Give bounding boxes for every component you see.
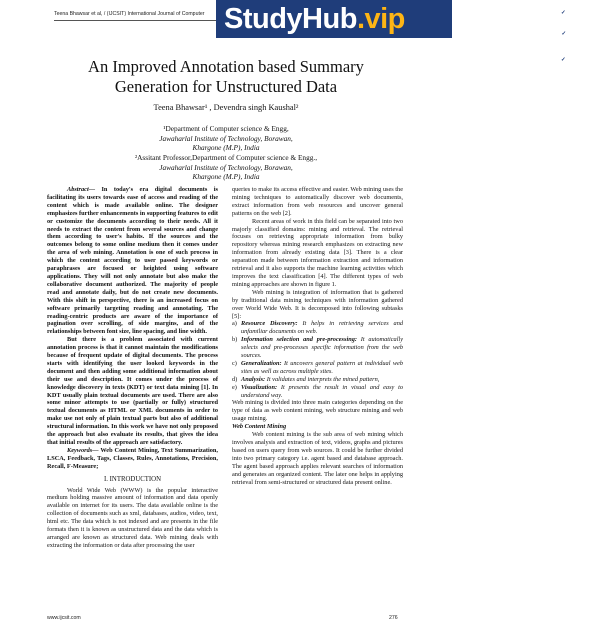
header-rule — [54, 20, 216, 21]
list-term: Analysis: — [241, 375, 266, 383]
title-line: An Improved Annotation based Summary — [88, 57, 364, 76]
list-item — [232, 336, 403, 360]
keywords — [47, 447, 218, 471]
running-header: Teena Bhawsar et al, / (IJCSIT) International Journal of Computer — [54, 11, 205, 17]
list-label: c) — [232, 359, 237, 367]
list-term: Resource Discovery: — [241, 320, 298, 328]
list-item — [232, 376, 403, 384]
list-desc: It validates and interprets the mined pattern, — [266, 375, 380, 383]
affiliation-2 — [0, 153, 452, 182]
subsection-heading: Web Content Mining — [232, 423, 287, 431]
abstract-paragraph: But there is a problem associated with current annotation process is that it cannot maintain the modifications because of frequent update of digital documents. The process starts with identifying the user looked keywords in the document and then adding some additional information about their use and description. It comes under the process of knowledge discovery in texts (KDT) or text data mining [1]. In KDT usually plain textual documents are used. There are also some minor attempts to use (partially or fully) structured textual documents as HTML or XML documents in order to make use not only of plain textual parts but also of additional structural information. In this work we have not only proposed the approach but also evaluate its results, that gives the idea that initial results of the approach are satisfactory. — [47, 336, 218, 446]
affiliation-institute: Jawaharlal Institute of Technology, Borawan, — [159, 162, 293, 172]
studyhub-banner[interactable] — [216, 0, 606, 74]
list-desc: It helps in retrieving services and unfamiliar documents on web. — [241, 320, 404, 336]
footer-url[interactable]: www.ijcsit.com — [47, 615, 81, 621]
brand-ext: .vip — [356, 3, 405, 35]
keywords-text: Web Content Mining, Text Summarization, LSCA, Feedback, Tags, Classes, Rules, Annotations, Precision, Recall, F-Measure; — [47, 446, 218, 470]
affiliation-institute: Jawaharlal Institute of Technology, Borawan, — [159, 133, 293, 143]
affiliation-location: Khargone (M.P), India — [192, 143, 260, 153]
left-column — [47, 186, 218, 550]
abstract-paragraph — [47, 186, 218, 336]
page-number: 276 — [389, 615, 398, 621]
list-item — [232, 360, 403, 376]
list-desc: It automatically selects and pre-processes specific information from the web sources. — [241, 336, 403, 360]
section-heading: I. INTRODUCTION — [103, 475, 161, 483]
list-label: d) — [232, 375, 238, 383]
right-column — [232, 186, 403, 486]
list-label: b) — [232, 336, 238, 344]
feature-item — [561, 45, 608, 77]
list-label: e) — [232, 383, 237, 391]
list-desc: It uncovers general pattern at individual web sites as well as across multiple sites. — [241, 359, 403, 375]
intro-paragraph: World Wide Web (WWW) is the popular interactive medium holding massive amount of information and data openly available on internet for its users. The data available online is the collection of documents such as xml, databases, audios, video, text, html etc. The data which is not indexed and are presents in the file formats then it is known as unstructured data and the data which is arranged are known as structured data. Web mining deals with extracting the information or data after processing the user — [47, 486, 218, 549]
feature-label: Experienced writers — [568, 4, 606, 22]
body-paragraph: queries to make its access effective and easier. Web mining uses the mining techniques to automatically discover web documents, extract information from web resources and uncover general patterns on the web [2]. — [232, 186, 403, 217]
feature-list — [561, 3, 608, 77]
body-paragraph: Web mining is integration of information that is gathered by traditional data mining techniques with information gathered over World Wide Web. It is decomposed into following subtasks [5]: — [232, 288, 403, 320]
check-icon: ✓ — [561, 31, 567, 37]
check-icon: ✓ — [561, 57, 566, 64]
keywords-label: Keywords— — [67, 446, 99, 454]
body-paragraph: Recent areas of work in this field can be separated into two majorly classified domains: mining and retrieval. The retrieval focuses on retrieving appropriate information from bulky repository whereas mining research emphasizes on extracting new information from already existing data [3]. There is a clear separation made between information extraction and information retrieval and it also supports the machine learning activities which improves the text classification [4]. The different types of web mining approaches are shown in figure 1. — [232, 217, 403, 288]
authors: Teena Bhawsar¹ , Devendra singh Kaushal² — [153, 103, 299, 112]
affiliation-dept: ¹Department of Computer science & Engg, — [163, 124, 289, 133]
list-desc: It presents the result in visual and easy to understand way. — [241, 383, 404, 399]
list-term: Information selection and pre-processing: — [241, 336, 357, 344]
list-item — [232, 320, 403, 336]
paper-title — [0, 57, 452, 97]
list-label: a) — [232, 320, 237, 328]
abstract-text: In today's era digital documents is facilitating its users towards ease of access and reading of the content which is made available online. The designer emphasizes further enhancements in supporting features to edit or customize the documents according to their needs. All it needs to extract the content from several sources and change them according to user's habits. If the sources and the outcomes belong to some online medium then it comes under the area of web mining. Annotation is one of such process in which the content according to user passed keywords or paraphrases are focused or heighted using software applications. They will not only annotate but also make the collaborative document authorized. The majority of people read and annotate daily, but do not create new documents. With this shift in perspective, there is an increased focus on software primarily targeting reading and annotating. The reading-centric products are aware of the importance of pagination over scrolling, of side margins, and of the relationships between font size, line spacing, and line width. — [47, 186, 219, 336]
abstract-label: Abstract— — [67, 186, 95, 193]
feature-label: 100% plagiarism free — [568, 46, 600, 74]
brand-logo[interactable] — [224, 3, 405, 35]
list-term: Visualization: — [241, 383, 278, 391]
feature-item — [561, 24, 608, 45]
affiliation-dept: ²Assitant Professor,Department of Computer science & Engg., — [134, 153, 318, 162]
check-icon: ✓ — [561, 10, 566, 16]
body-paragraph: Web content mining is the sub area of web mining which involves analysis and extraction of text, videos, graphs and pictures based on users query from web sources. It could be further divided into two primary category i.e. agent based and database approach. The agent based approach applies relevant searches of information and generates an organized content. The later one helps in applying retrieval from semi-structured or structured data present online. — [232, 431, 403, 486]
subtask-list — [232, 320, 403, 399]
affiliation-location: Khargone (M.P), India — [192, 172, 260, 182]
affiliation-1 — [0, 124, 452, 153]
list-term: Generalization: — [241, 359, 282, 367]
title-line: Generation for Unstructured Data — [114, 77, 338, 96]
body-paragraph: Web mining is divided into three main categories depending on the type of data as web content mining, web structure mining and web usage mining. — [232, 399, 403, 423]
feature-label: On-time delivery — [569, 25, 593, 43]
list-item — [232, 384, 403, 400]
brand-main: StudyHub — [224, 3, 357, 35]
feature-item — [561, 3, 608, 24]
